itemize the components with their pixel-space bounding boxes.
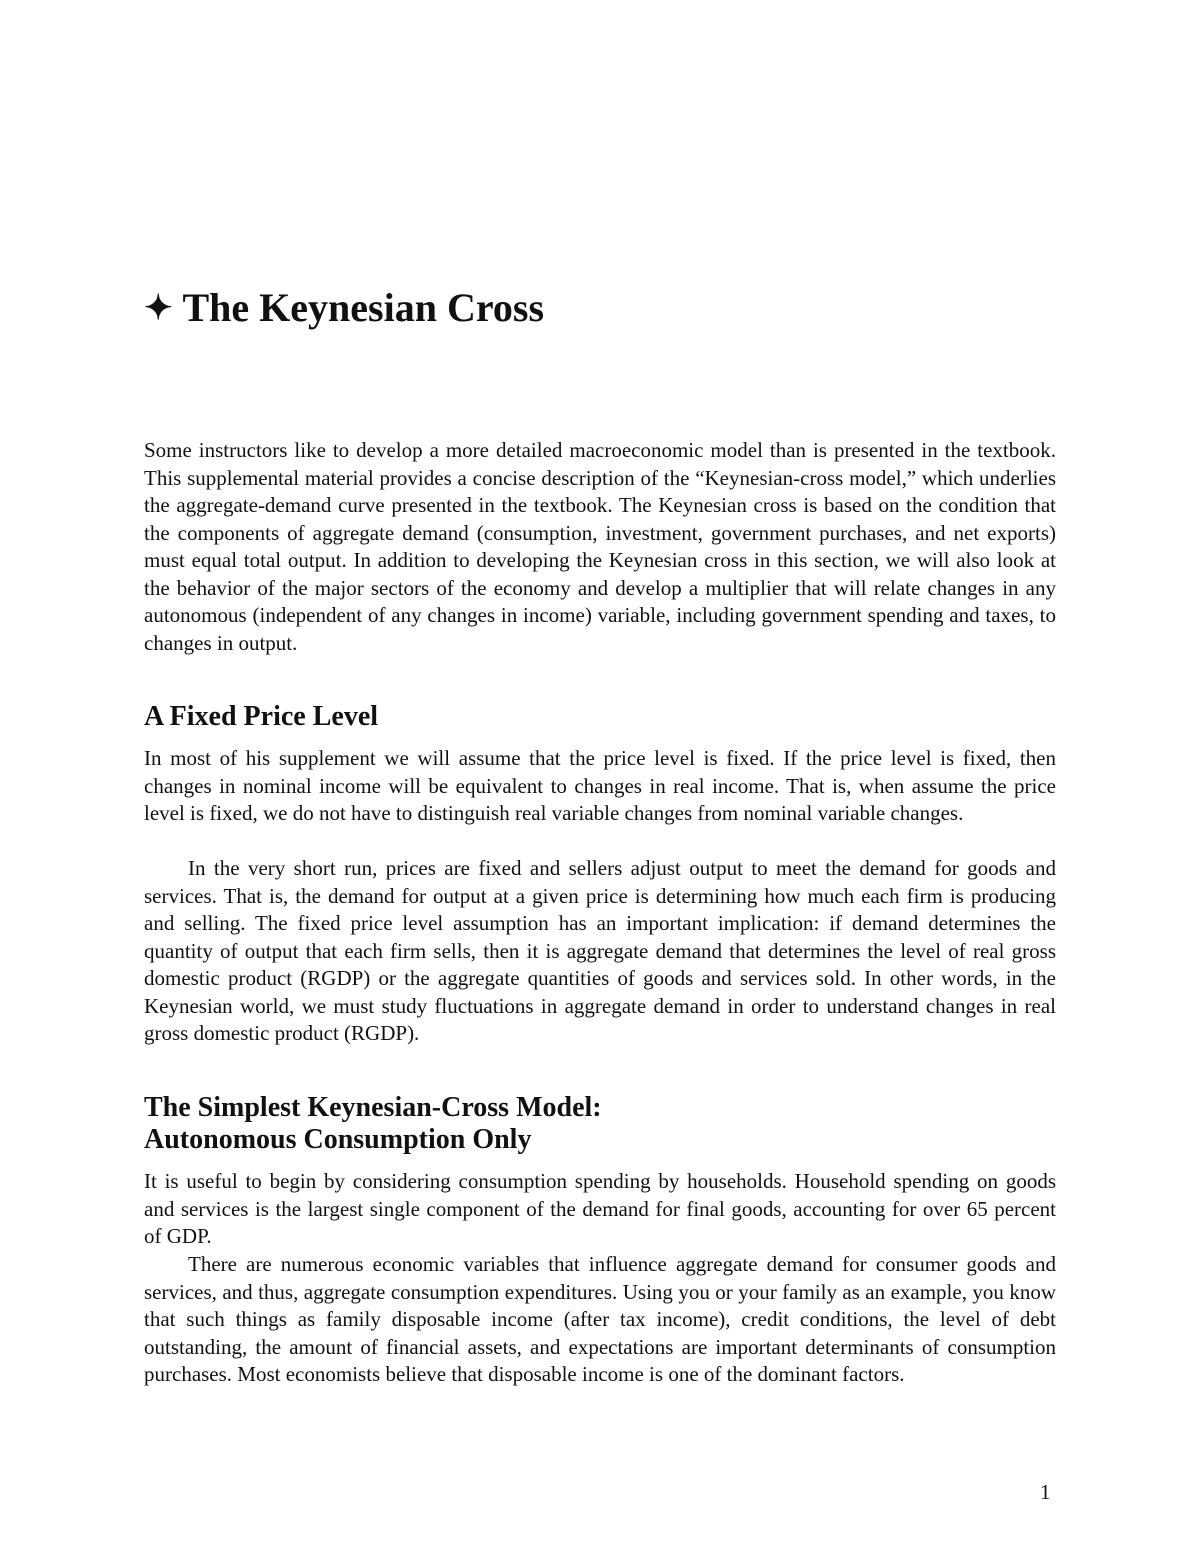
fixed-price-paragraph-1: In most of his supplement we will assume that the price level is fixed. If the price level is fixed, then changes in nominal income will be equivalent to changes in real income. That is, when assume the price level is fixed, we do not have to distinguish real variable changes from nominal variable changes. [144, 746, 1056, 825]
chapter-title-text: The Keynesian Cross [182, 285, 545, 330]
fixed-price-paragraph-2: In the very short run, prices are fixed and sellers adjust output to meet the demand for goods and services. That is, the demand for output at a given price is determining how much each firm is producing and selling. The fixed price level assumption has an important implication: if demand determines the quantity of output that each firm sells, then it is aggregate demand that determines the level of real gross domestic product (RGDP) or the aggregate quantities of goods and services sold. In other words, in the Keynesian world, we must study fluctuations in aggregate demand in order to understand changes in real gross domestic product (RGDP). [144, 856, 1056, 1045]
four-point-star-icon: ✦ [144, 290, 173, 327]
section-heading-fixed-price-level: A Fixed Price Level [144, 701, 379, 732]
page-number: 1 [1040, 1480, 1051, 1504]
section-heading-simplest-model [144, 1092, 602, 1156]
section-heading-simplest-line-2: Autonomous Consumption Only [144, 1124, 532, 1155]
chapter-title [144, 282, 544, 335]
section-heading-simplest-line-1: The Simplest Keynesian-Cross Model: [144, 1092, 602, 1123]
intro-paragraph: Some instructors like to develop a more detailed macroeconomic model than is presented in the textbook. This supplemental material provides a concise description of the “Keynesian-cross model,” which underlies the aggregate-demand curve presented in the textbook. The Keynesian cross is based on the condition that the components of aggregate demand (consumption, investment, government purchases, and net exports) must equal total output. In addition to developing the Keynesian cross in this section, we will also look at the behavior of the major sectors of the economy and develop a multiplier that will relate changes in any autonomous (independent of any changes in income) variable, including government spending and taxes, to changes in output. [144, 438, 1056, 655]
simplest-paragraph-2: There are numerous economic variables that influence aggregate demand for consumer goods and services, and thus, aggregate consumption expenditures. Using you or your family as an example, you know that such things as family disposable income (after tax income), credit conditions, the level of debt outstanding, the amount of financial assets, and expectations are important determinants of consumption purchases. Most economists believe that disposable income is one of the dominant factors. [144, 1252, 1056, 1386]
simplest-paragraph-1: It is useful to begin by considering consumption spending by households. Household spending on goods and services is the largest single component of the demand for final goods, accounting for over 65 percent of GDP. [144, 1169, 1056, 1248]
